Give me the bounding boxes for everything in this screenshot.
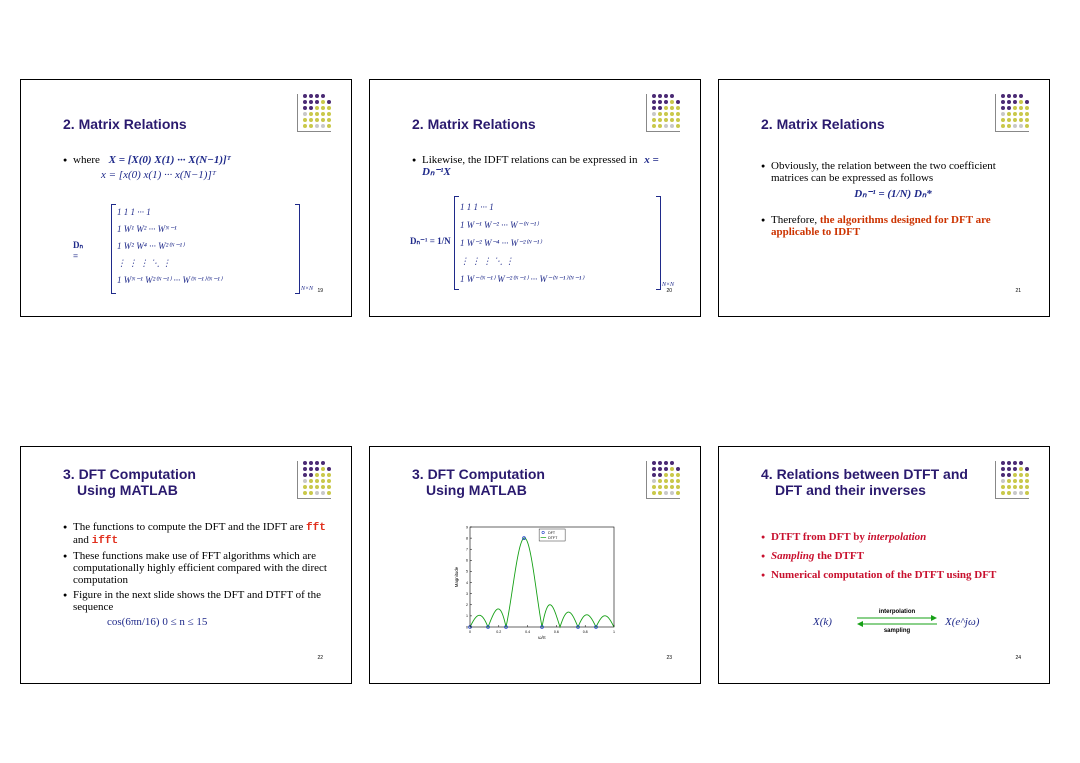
diagram-right: X(e^jω) xyxy=(945,616,980,628)
bullet-plain: DTFT from DFT by xyxy=(771,531,868,543)
title-line-1: 3. DFT Computation xyxy=(412,466,545,482)
slide-22 xyxy=(20,446,352,684)
double-arrow-icon xyxy=(855,615,939,627)
matrix-row: 1 W¹ W² ··· Wᴺ⁻¹ xyxy=(117,224,177,234)
bullet-text: The functions to compute the DFT and the IDFT are xyxy=(73,521,304,533)
bullet-eq: x = Dₙ⁻¹X xyxy=(422,154,659,178)
bullet-functions xyxy=(63,521,327,547)
slide-title xyxy=(63,466,196,498)
x-tick-label: 0.6 xyxy=(553,630,559,634)
decorative-dot-grid-icon xyxy=(646,461,680,499)
x-tick-label: 0.8 xyxy=(582,630,588,634)
eq-relation: Dₙ⁻¹ = (1/N) Dₙ* xyxy=(854,188,932,200)
slide-number: 22 xyxy=(317,655,323,661)
legend-dft-label: DFT xyxy=(548,530,556,535)
slide-number: 23 xyxy=(666,655,672,661)
matrix-lhs: Dₙ = xyxy=(73,240,84,261)
matrix-row: 1 1 1 ··· 1 xyxy=(460,202,494,212)
bullet-therefore xyxy=(761,214,1025,238)
bullet-and: and xyxy=(73,534,89,546)
decorative-dot-grid-icon xyxy=(995,461,1029,499)
bullet-numerical: ● Numerical computation of the DTFT using DFT xyxy=(761,569,1025,581)
slide-24 xyxy=(718,446,1050,684)
matrix-row: 1 W⁻² W⁻⁴ ··· W⁻²⁽ᴺ⁻¹⁾ xyxy=(460,238,542,248)
decorative-dot-grid-icon xyxy=(297,94,331,132)
slide-number: 21 xyxy=(1015,288,1021,294)
x-tick-label: 1 xyxy=(613,630,615,634)
dft-dtft-chart xyxy=(452,523,618,640)
matrix-body xyxy=(117,204,307,289)
eq-sequence: cos(6πn/16) 0 ≤ n ≤ 15 xyxy=(107,616,208,628)
y-tick-label: 2 xyxy=(466,603,468,608)
y-tick-label: 9 xyxy=(466,525,468,530)
y-tick-label: 3 xyxy=(466,591,468,596)
diagram-left: X(k) xyxy=(813,616,832,628)
slide-title: 2. Matrix Relations xyxy=(412,116,536,132)
code-fft: fft xyxy=(306,522,326,534)
y-tick-label: 1 xyxy=(466,614,468,619)
slide-title: 2. Matrix Relations xyxy=(761,116,885,132)
bullet-text: Likewise, the IDFT relations can be expressed in xyxy=(422,154,638,166)
matrix-row: 1 W⁻⁽ᴺ⁻¹⁾ W⁻²⁽ᴺ⁻¹⁾ ··· W⁻⁽ᴺ⁻¹⁾⁽ᴺ⁻¹⁾ xyxy=(460,274,584,284)
slide-number: 19 xyxy=(317,288,323,294)
bullet-emphasis: interpolation xyxy=(867,531,927,543)
y-tick-label: 6 xyxy=(466,558,468,563)
slide-body xyxy=(761,531,1025,584)
title-line-2: DFT and their inverses xyxy=(775,482,926,498)
slide-title xyxy=(761,466,968,498)
title-line-2: Using MATLAB xyxy=(77,482,178,498)
arrow-top-label: interpolation xyxy=(878,609,916,615)
slide-19 xyxy=(20,79,352,317)
y-axis-label: Magnitude xyxy=(454,566,459,588)
x-tick-label: 0 xyxy=(469,630,471,634)
eq-x: x = [x(0) x(1) ··· x(N−1)]ᵀ xyxy=(101,169,217,181)
slide-body xyxy=(412,154,676,181)
slide-21 xyxy=(718,79,1050,317)
bullet-idft xyxy=(412,154,676,178)
bullet-highlight: the algorithms designed for DFT are applicable to IDFT xyxy=(771,214,991,238)
slide-number: 20 xyxy=(666,288,672,294)
where-label: where xyxy=(73,154,100,166)
matrix-row: ⋮ ⋮ ⋮ ⋱ ⋮ xyxy=(117,258,171,268)
bullet-figure: ● Figure in the next slide shows the DFT and DTFT of the sequence xyxy=(63,589,327,613)
bullet-plain: the DTFT xyxy=(814,550,864,562)
y-tick-label: 4 xyxy=(466,580,468,585)
matrix-size: N×N xyxy=(662,282,675,288)
bullet-relation: ● Obviously, the relation between the two coefficient matrices can be expressed as follows xyxy=(761,160,1025,184)
x-tick-label: 0.2 xyxy=(496,630,502,634)
matrix-row: 1 W² W⁴ ··· W²⁽ᴺ⁻¹⁾ xyxy=(117,241,185,251)
matrix-size: N×N xyxy=(301,286,314,292)
slide-body xyxy=(63,521,327,628)
matrix-lhs: Dₙ⁻¹ = 1/N xyxy=(410,236,451,246)
title-line-1: 4. Relations between DTFT and xyxy=(761,466,968,482)
decorative-dot-grid-icon xyxy=(995,94,1029,132)
slide-23 xyxy=(369,446,701,684)
bullet-interpolation xyxy=(761,531,1025,543)
slide-20 xyxy=(369,79,701,317)
y-tick-label: 8 xyxy=(466,536,468,541)
slide-body xyxy=(761,160,1025,241)
y-tick-label: 0 xyxy=(466,625,468,630)
y-tick-label: 7 xyxy=(466,547,468,552)
matrix-body xyxy=(460,198,660,288)
x-axis-label: ω/π xyxy=(538,635,546,640)
legend-dtft-label: DTFT xyxy=(548,535,558,540)
code-ifft: ifft xyxy=(91,535,119,547)
plot-frame xyxy=(470,527,614,627)
decorative-dot-grid-icon xyxy=(297,461,331,499)
matrix-row: ⋮ ⋮ ⋮ ⋱ ⋮ xyxy=(460,256,514,266)
matrix-row: 1 Wᴺ⁻¹ W²⁽ᴺ⁻¹⁾ ··· W⁽ᴺ⁻¹⁾⁽ᴺ⁻¹⁾ xyxy=(117,275,223,285)
x-tick-label: 0.4 xyxy=(525,630,531,634)
matrix-row: 1 1 1 ··· 1 xyxy=(117,207,151,217)
slide-title xyxy=(412,466,545,498)
title-line-1: 3. DFT Computation xyxy=(63,466,196,482)
slide-title: 2. Matrix Relations xyxy=(63,116,187,132)
y-tick-label: 5 xyxy=(466,569,468,574)
arrow-bottom-label: sampling xyxy=(883,628,911,634)
bullet-fft: ● These functions make use of FFT algorithms which are computationally highly efficient compared with the direct computation xyxy=(63,550,327,586)
slide-body xyxy=(63,154,327,181)
bullet-plain: Therefore, xyxy=(771,214,818,226)
matrix-row: 1 W⁻¹ W⁻² ··· W⁻⁽ᴺ⁻¹⁾ xyxy=(460,220,539,230)
bullet-where xyxy=(63,154,327,166)
title-line-2: Using MATLAB xyxy=(426,482,527,498)
bullet-emphasis: Sampling xyxy=(771,550,815,562)
eq-X: X = [X(0) X(1) ··· X(N−1)]ᵀ xyxy=(108,154,231,166)
slide-number: 24 xyxy=(1015,655,1021,661)
relation-diagram xyxy=(813,609,983,635)
bullet-sampling xyxy=(761,550,1025,562)
decorative-dot-grid-icon xyxy=(646,94,680,132)
